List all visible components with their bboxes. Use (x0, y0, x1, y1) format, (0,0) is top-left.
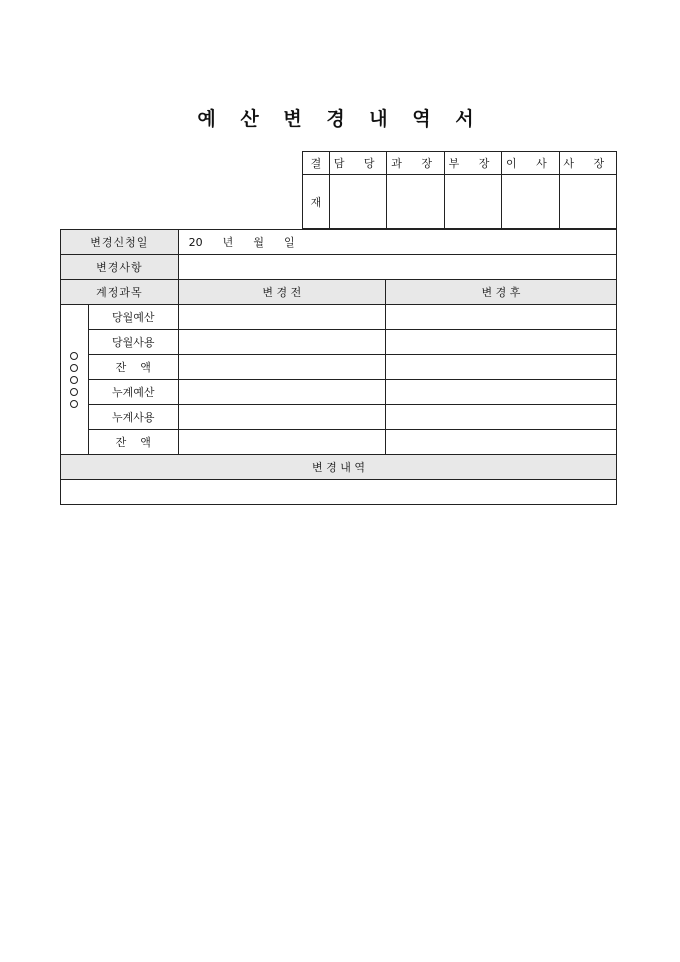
date-year-label: 년 (222, 236, 234, 249)
row-label-cumulative-balance: 잔 액 (88, 430, 178, 455)
row-label-monthly-budget: 당월예산 (88, 305, 178, 330)
role-president: 사 장 (559, 152, 616, 175)
row-label-cumulative-budget: 누계예산 (88, 380, 178, 405)
sign-box-department-head[interactable] (444, 175, 501, 229)
date-day-label: 일 (283, 236, 295, 249)
before-monthly-budget[interactable] (178, 305, 385, 330)
role-department-head: 부 장 (444, 152, 501, 175)
date-year-prefix: 20 (188, 236, 203, 249)
role-staff: 담 당 (330, 152, 387, 175)
circle-icon (70, 400, 78, 408)
document-title: 예 산 변 경 내 역 서 (197, 108, 483, 130)
role-director: 이 사 (502, 152, 559, 175)
before-monthly-used[interactable] (178, 330, 385, 355)
change-item-label: 변경사항 (61, 255, 179, 280)
before-header: 변 경 전 (178, 280, 385, 305)
row-label-monthly-used: 당월사용 (88, 330, 178, 355)
circle-icon (70, 388, 78, 396)
before-cumulative-used[interactable] (178, 405, 385, 430)
circle-icon (70, 352, 78, 360)
bullet-column (61, 305, 89, 455)
after-cumulative-budget[interactable] (385, 380, 616, 405)
after-cumulative-balance[interactable] (385, 430, 616, 455)
row-label-cumulative-used: 누계사용 (88, 405, 178, 430)
after-monthly-balance[interactable] (385, 355, 616, 380)
change-item-field[interactable] (178, 255, 616, 280)
before-monthly-balance[interactable] (178, 355, 385, 380)
after-monthly-budget[interactable] (385, 305, 616, 330)
circle-icon (70, 376, 78, 384)
after-cumulative-used[interactable] (385, 405, 616, 430)
change-details-area[interactable] (61, 480, 617, 505)
sign-box-director[interactable] (502, 175, 559, 229)
after-header: 변 경 후 (385, 280, 616, 305)
after-monthly-used[interactable] (385, 330, 616, 355)
circle-icon (70, 364, 78, 372)
approval-label-bottom: 재 (303, 175, 330, 229)
request-date-label: 변경신청일 (61, 230, 179, 255)
row-label-monthly-balance: 잔 액 (88, 355, 178, 380)
date-month-label: 월 (253, 236, 264, 249)
approval-label-top: 결 (303, 152, 330, 175)
budget-change-form (60, 229, 617, 505)
change-details-header: 변 경 내 역 (61, 455, 617, 480)
sign-box-staff[interactable] (330, 175, 387, 229)
before-cumulative-budget[interactable] (178, 380, 385, 405)
sign-box-section-chief[interactable] (387, 175, 444, 229)
before-cumulative-balance[interactable] (178, 430, 385, 455)
approval-table (302, 151, 617, 229)
request-date-field[interactable] (178, 230, 616, 255)
sign-box-president[interactable] (559, 175, 616, 229)
role-section-chief: 과 장 (387, 152, 444, 175)
account-label: 계정과목 (61, 280, 179, 305)
